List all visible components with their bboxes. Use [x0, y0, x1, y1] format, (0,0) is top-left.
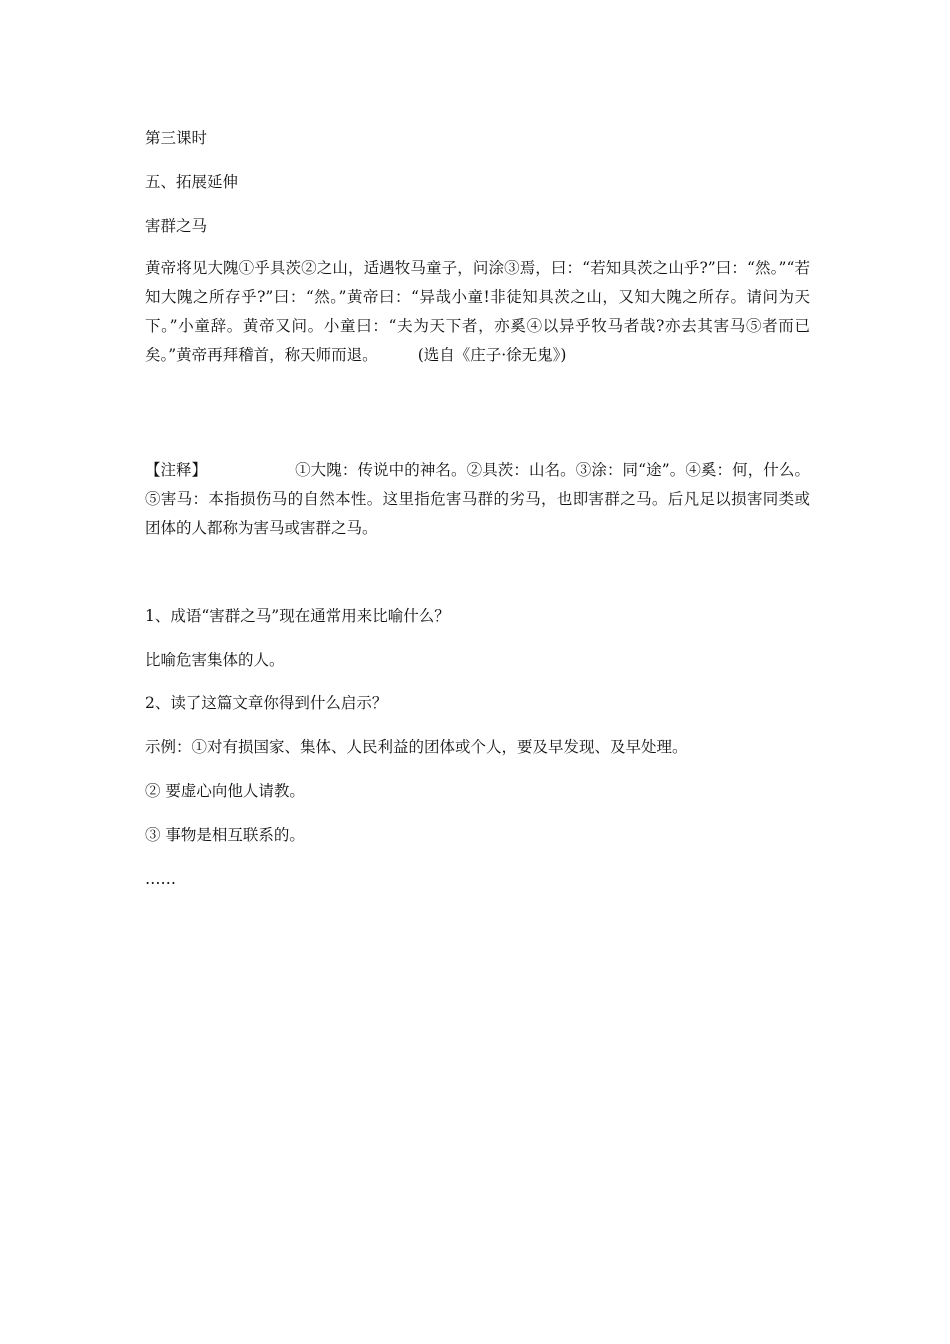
- section-heading: 五、拓展延伸: [145, 173, 239, 191]
- notes-label: 【注释】: [145, 461, 208, 479]
- notes-paragraph: [145, 456, 810, 543]
- answer-1: 比喻危害集体的人。: [145, 651, 285, 669]
- ellipsis: ……: [145, 870, 176, 888]
- question-1: 1、成语“害群之马”现在通常用来比喻什么？: [145, 607, 450, 625]
- story-source: (选自《庄子·徐无鬼》): [417, 346, 567, 364]
- story-text: 黄帝将见大隗①乎具茨②之山，适遇牧马童子，问涂③焉，曰：“若知具茨之山乎?”曰：“然。”“若知大隗之所存乎?”曰：“然。”黄帝曰：“异哉小童!非徒知具茨之山，又知大隗之所存。请问为天下。”小童辞。黄帝又问。小童曰：“夫为天下者，亦奚④以异乎牧马者哉?亦去其害马⑤者而已矣。”黄帝再拜稽首，称天师而退。: [145, 259, 810, 364]
- story-paragraph: [145, 254, 810, 370]
- story-title: 害群之马: [145, 217, 208, 235]
- lesson-heading: 第三课时: [145, 129, 208, 147]
- answer-2-example-1: 示例：①对有损国家、集体、人民利益的团体或个人，要及早发现、及早处理。: [145, 738, 688, 756]
- question-2: 2、读了这篇文章你得到什么启示？: [145, 694, 388, 712]
- answer-2-example-3: ③ 事物是相互联系的。: [145, 826, 305, 844]
- answer-2-example-2: ② 要虚心向他人请教。: [145, 782, 305, 800]
- notes-text: ①大隗：传说中的神名。②具茨：山名。③涂：同“途”。④奚：何，什么。⑤害马：本指损伤马的自然本性。这里指危害马群的劣马，也即害群之马。后凡足以损害同类或团体的人都称为害马或害群之马。: [145, 461, 810, 537]
